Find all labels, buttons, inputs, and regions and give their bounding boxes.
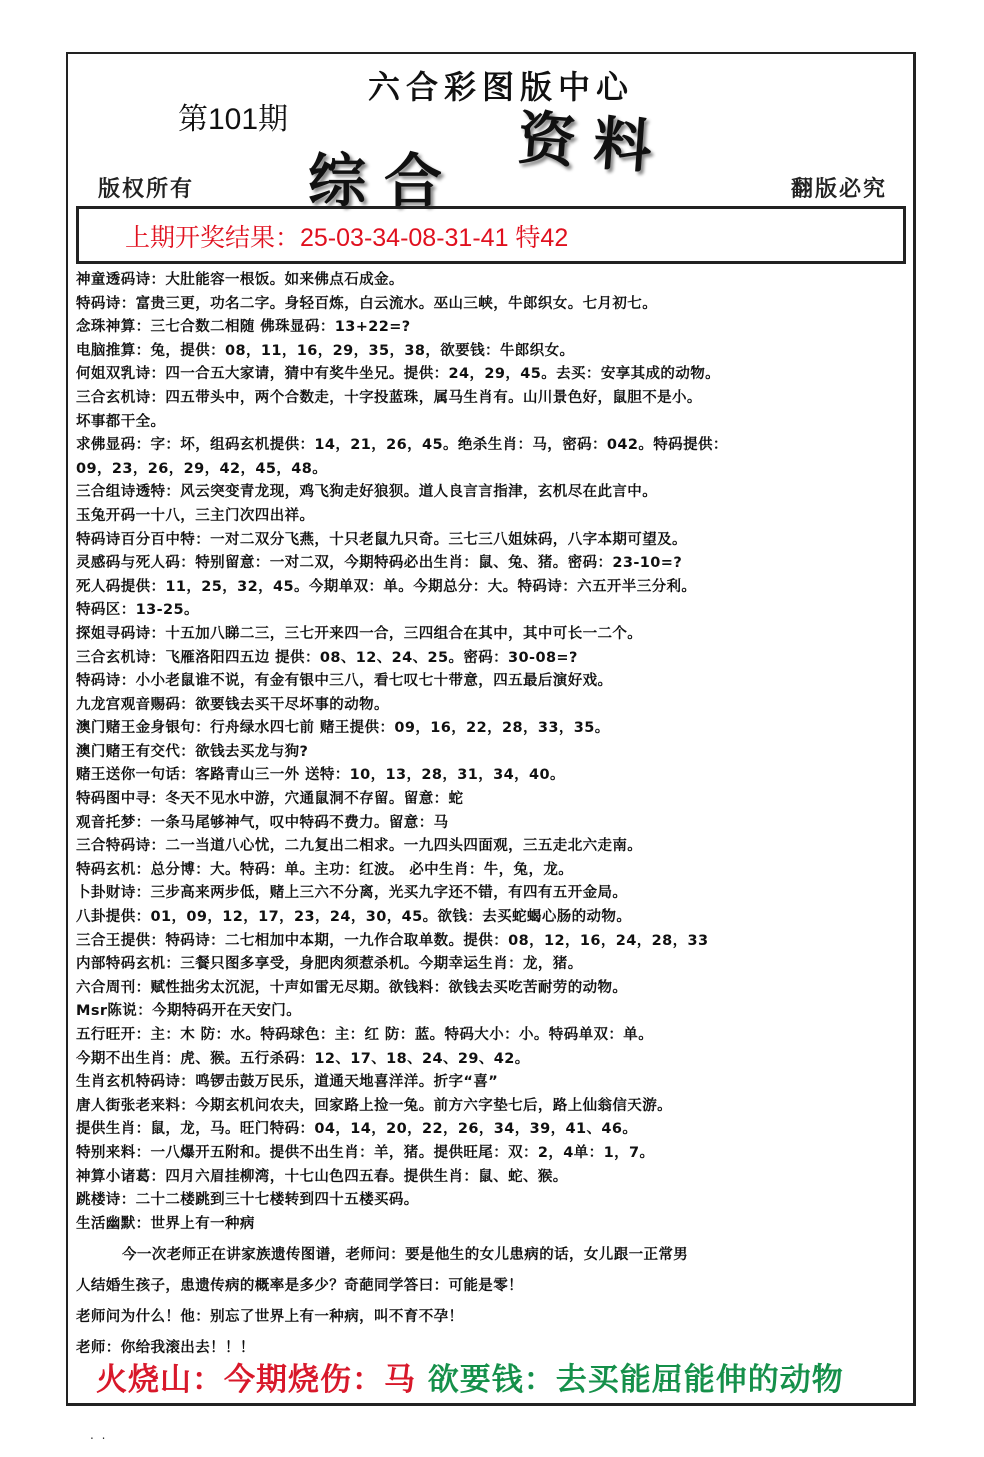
big-title-left: 综合 [308, 147, 461, 215]
list-item: 坏事都干全。 [76, 413, 166, 430]
list-item: 唐人街张老来料：今期玄机问农夫，回家路上捡一兔。前方六字垫七后，路上仙翁信天游。 [76, 1097, 672, 1114]
list-item: 澳门赌王金身银句：行舟绿水四七前 赌王提供：09，16，22，28，33，35。 [76, 720, 610, 737]
list-item: 赌王送你一句话：客路青山三一外 送特：10，13，28，31，34，40。 [76, 767, 565, 784]
list-item: 灵感码与死人码：特别留意：一对二双，今期特码必出生肖：鼠、兔、猪。密码：23-10=? [76, 555, 683, 572]
story-paragraph: 老师：你给我滚出去！！！ [76, 1340, 255, 1357]
last-result-text: 上期开奖结果：25-03-34-08-31-41 特42 [125, 224, 569, 252]
list-item: 观音托梦：一条马尾够神气，叹中特码不费力。留意：马 [76, 814, 449, 831]
footer-red-text: 火烧山：今期烧伤：马 [96, 1362, 416, 1398]
list-item: 特码图中寻：冬天不见水中游，穴通鼠洞不存留。留意：蛇 [76, 791, 464, 808]
list-item: 跳楼诗：二十二楼跳到三十七楼转到四十五楼买码。 [76, 1192, 419, 1209]
list-item: 卜卦财诗：三步高来两步低，赌上三六不分离，光买九字还不错，有四有五开金局。 [76, 885, 628, 902]
document-sheet [66, 52, 916, 1406]
last-result-box [76, 206, 906, 264]
list-item: 九龙宫观音赐码：欲要钱去买干尽坏事的动物。 [76, 696, 389, 713]
list-item: 内部特码玄机：三餐只图多享受，身肥肉须惹杀机。今期幸运生肖：龙，猪。 [76, 956, 583, 973]
list-item: 念珠神算：三七合数二相随 佛珠显码：13+22=? [76, 319, 411, 336]
list-item: 特码诗：富贵三更，功名二字。身轻百炼，白云流水。巫山三峡，牛郎织女。七月初七。 [76, 295, 658, 312]
big-title-right: 资料 [515, 103, 672, 183]
list-item: 玉兔开码一十八，三主门次四出祥。 [76, 507, 315, 524]
list-item: Msr陈说：今期特码开在天安门。 [76, 1003, 302, 1020]
list-item: 三合特码诗：二一当道八心忧，二九复出二相求。一九四头四面观，三五走北六走南。 [76, 838, 643, 855]
list-item: 提供生肖：鼠，龙，马。旺门特码：04，14，20，22，26，34，39，41、46。 [76, 1121, 638, 1138]
list-item: 探姐寻码诗：十五加八睇二三，三七开来四一合，三四组合在其中，其中可长一二个。 [76, 625, 643, 642]
footer-green-text: 欲要钱：去买能屈能伸的动物 [427, 1362, 844, 1398]
list-item: 死人码提供：11，25，32，45。今期单双：单。今期总分：大。特码诗：六五开半三分利。 [76, 578, 697, 595]
humor-story [76, 1240, 906, 1364]
list-item: 三合王提供：特码诗：二七相加中本期，一九作合取单数。提供：08，12，16，24，28，33 [76, 932, 709, 949]
list-item: 特码玄机：总分博：大。特码：单。主功：红波。 必中生肖：牛，兔，龙。 [76, 861, 574, 878]
list-item: 生肖玄机特码诗：鸣锣击鼓万民乐，道通天地喜洋洋。折字“喜” [76, 1074, 499, 1091]
header [68, 54, 913, 215]
issue-number: 第101期 [178, 103, 289, 136]
list-item: 特码区：13-25。 [76, 602, 199, 619]
list-item: 求佛显码：字：坏，组码玄机提供：14，21，26，45。绝杀生肖：马，密码：042。特码提供： [76, 437, 728, 454]
center-title: 六合彩图版中心 [368, 68, 635, 106]
list-item: 今期不出生肖：虎、猴。五行杀码：12、17、18、24、29、42。 [76, 1050, 530, 1067]
list-item: 三合玄机诗：四五带头中，两个合数走，十字投蓝珠，属马生肖有。山川景色好，鼠胆不是小。 [76, 389, 702, 406]
list-item: 澳门赌王有交代：欲钱去买龙与狗? [76, 743, 309, 760]
story-paragraph: 老师问为什么！他：别忘了世界上有一种病，叫不育不孕！ [76, 1309, 464, 1326]
list-item: 六合周刊：赋性拙劣太沉泥，十声如雷无尽期。欲钱料：欲钱去买吃苦耐劳的动物。 [76, 979, 628, 996]
list-item: 09，23，26，29，42，45，48。 [76, 460, 328, 477]
piracy-note: 翻版必究 [790, 177, 887, 202]
stray-marks: . . [90, 1428, 108, 1442]
list-item: 特别来料：一八爆开五附和。提供不出生肖：羊，猪。提供旺尾：双：2，4单：1，7。 [76, 1144, 655, 1161]
list-item: 神童透码诗：大肚能容一根饭。如来佛点石成金。 [76, 272, 404, 288]
copyright-note: 版权所有 [98, 177, 195, 202]
list-item: 生活幽默：世界上有一种病 [76, 1215, 255, 1232]
content-list [76, 269, 906, 1364]
list-item: 何姐双乳诗：四一合五大家请，猜中有奖牛坐兄。提供：24，29，45。去买：安享其成的动物。 [76, 366, 721, 383]
list-item: 神算小诸葛：四月六眉挂柳湾，十七山色四五春。提供生肖：鼠、蛇、猴。 [76, 1168, 568, 1185]
list-item: 特码诗百分百中特：一对二双分飞燕，十只老鼠九只奇。三七三八姐妹码，八字本期可望及。 [76, 531, 687, 548]
footer-banner [96, 1354, 844, 1399]
list-item: 电脑推算：兔，提供：08，11，16，29，35，38，欲要钱：牛郎织女。 [76, 342, 575, 359]
list-item: 八卦提供：01，09，12，17，23，24，30，45。欲钱：去买蛇蝎心肠的动物。 [76, 909, 632, 926]
list-item: 特码诗：小小老鼠谁不说，有金有银中三八，看七叹七十带意，四五最后演好戏。 [76, 673, 613, 690]
list-item: 三合玄机诗：飞雁洛阳四五边 提供：08、12、24、25。密码：30-08=? [76, 649, 578, 666]
list-item: 三合组诗透特：风云突变青龙现，鸡飞狗走好狼狈。道人良言言指津，玄机尽在此言中。 [76, 484, 658, 501]
story-paragraph: 人结婚生孩子，患遗传病的概率是多少？奇葩同学答曰：可能是零！ [76, 1278, 523, 1295]
story-paragraph: 今一次老师正在讲家族遗传图谱，老师问：要是他生的女儿患病的话，女儿跟一正常男 [122, 1247, 689, 1264]
list-item: 五行旺开：主：木 防：水。特码球色：主：红 防：蓝。特码大小：小。特码单双：单。 [76, 1027, 654, 1043]
